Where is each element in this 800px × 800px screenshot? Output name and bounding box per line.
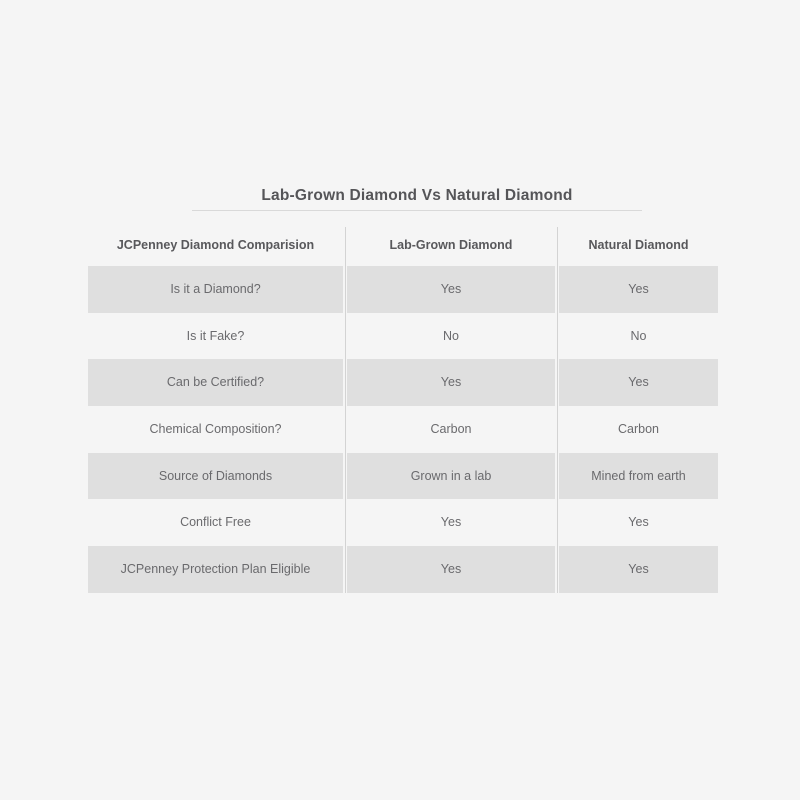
table-row [88, 499, 718, 546]
lab-grown-value-cell: Carbon [430, 421, 472, 436]
comparison-table [88, 227, 718, 593]
feature-cell: Conflict Free [180, 515, 251, 530]
lab-grown-value-cell: Yes [347, 359, 555, 406]
lab-grown-value-cell: Yes [347, 546, 555, 593]
natural-value-cell: Mined from earth [559, 453, 718, 500]
feature-cell: Can be Certified? [88, 359, 343, 406]
natural-value-cell: Yes [559, 359, 718, 406]
table-row [88, 546, 718, 593]
natural-value-cell: Yes [628, 515, 649, 530]
column-header-natural: Natural Diamond [588, 237, 689, 252]
table-row [88, 406, 718, 453]
lab-grown-value-cell: No [443, 328, 459, 343]
chart-title: Lab-Grown Diamond Vs Natural Diamond [261, 187, 573, 204]
table-row [88, 313, 718, 360]
feature-cell: Is it a Diamond? [88, 266, 343, 313]
table-header-row [88, 227, 718, 266]
feature-cell: Is it Fake? [186, 328, 245, 343]
natural-value-cell: Carbon [618, 421, 659, 436]
lab-grown-value-cell: Yes [440, 515, 462, 530]
lab-grown-value-cell: Grown in a lab [347, 453, 555, 500]
table-row [88, 359, 718, 406]
title-underline [192, 210, 642, 211]
table-row [88, 266, 718, 313]
natural-value-cell: Yes [559, 546, 718, 593]
feature-cell: Source of Diamonds [88, 453, 343, 500]
column-header-lab-grown: Lab-Grown Diamond [389, 237, 513, 252]
lab-grown-value-cell: Yes [347, 266, 555, 313]
table-row [88, 453, 718, 500]
feature-cell: Chemical Composition? [149, 421, 282, 436]
column-header-comparison: JCPenney Diamond Comparision [116, 237, 315, 252]
feature-cell: JCPenney Protection Plan Eligible [88, 546, 343, 593]
natural-value-cell: Yes [559, 266, 718, 313]
natural-value-cell: No [630, 328, 647, 343]
